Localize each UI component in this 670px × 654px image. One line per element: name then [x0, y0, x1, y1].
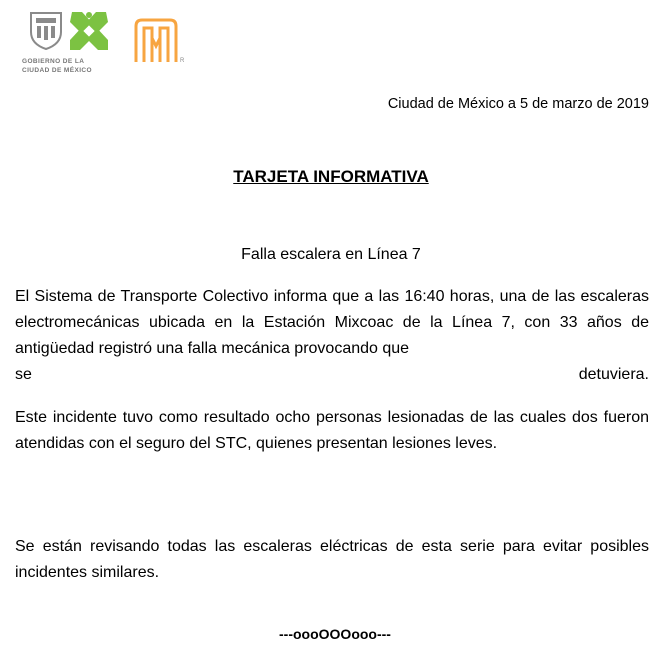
cdmx-cross-icon: [68, 10, 110, 52]
registered-mark: R: [180, 58, 184, 64]
cdmx-government-logo: [22, 10, 114, 78]
paragraph-1-word-se: se: [15, 366, 32, 383]
closing-mark: ---oooOOOooo---: [279, 626, 391, 642]
document-title: TARJETA INFORMATIVA: [233, 167, 429, 186]
government-name: [22, 57, 114, 75]
paragraph-3: Se están revisando todas las escaleras eléctricas de esta serie para evitar posibles incidentes similares.: [15, 538, 649, 581]
paragraph-2: Este incidente tuvo como resultado ocho personas lesionadas de las cuales dos fueron atendidas con el seguro del STC, quienes presentan lesiones leves.: [15, 409, 649, 452]
metro-logo-icon: [132, 16, 184, 66]
letterhead: [0, 0, 670, 80]
paragraph-1-word-detuviera: detuviera.: [578, 366, 649, 383]
paragraph-1: El Sistema de Transporte Colectivo informa que a las 16:40 horas, una de las escaleras electromecánicas ubicada en la Estación Mixcoac de la Línea 7, con 33 años de antigüedad registró una falla mecánica provocando que: [15, 288, 649, 357]
gov-line-1: GOBIERNO DE LA: [22, 58, 85, 65]
coat-of-arms-icon: [28, 10, 64, 50]
paragraph-1-last-line: [15, 362, 649, 388]
document-subtitle: Falla escalera en Línea 7: [241, 246, 421, 263]
gov-line-2: CIUDAD DE MÉXICO: [22, 67, 92, 74]
document-date: Ciudad de México a 5 de marzo de 2019: [387, 96, 649, 112]
